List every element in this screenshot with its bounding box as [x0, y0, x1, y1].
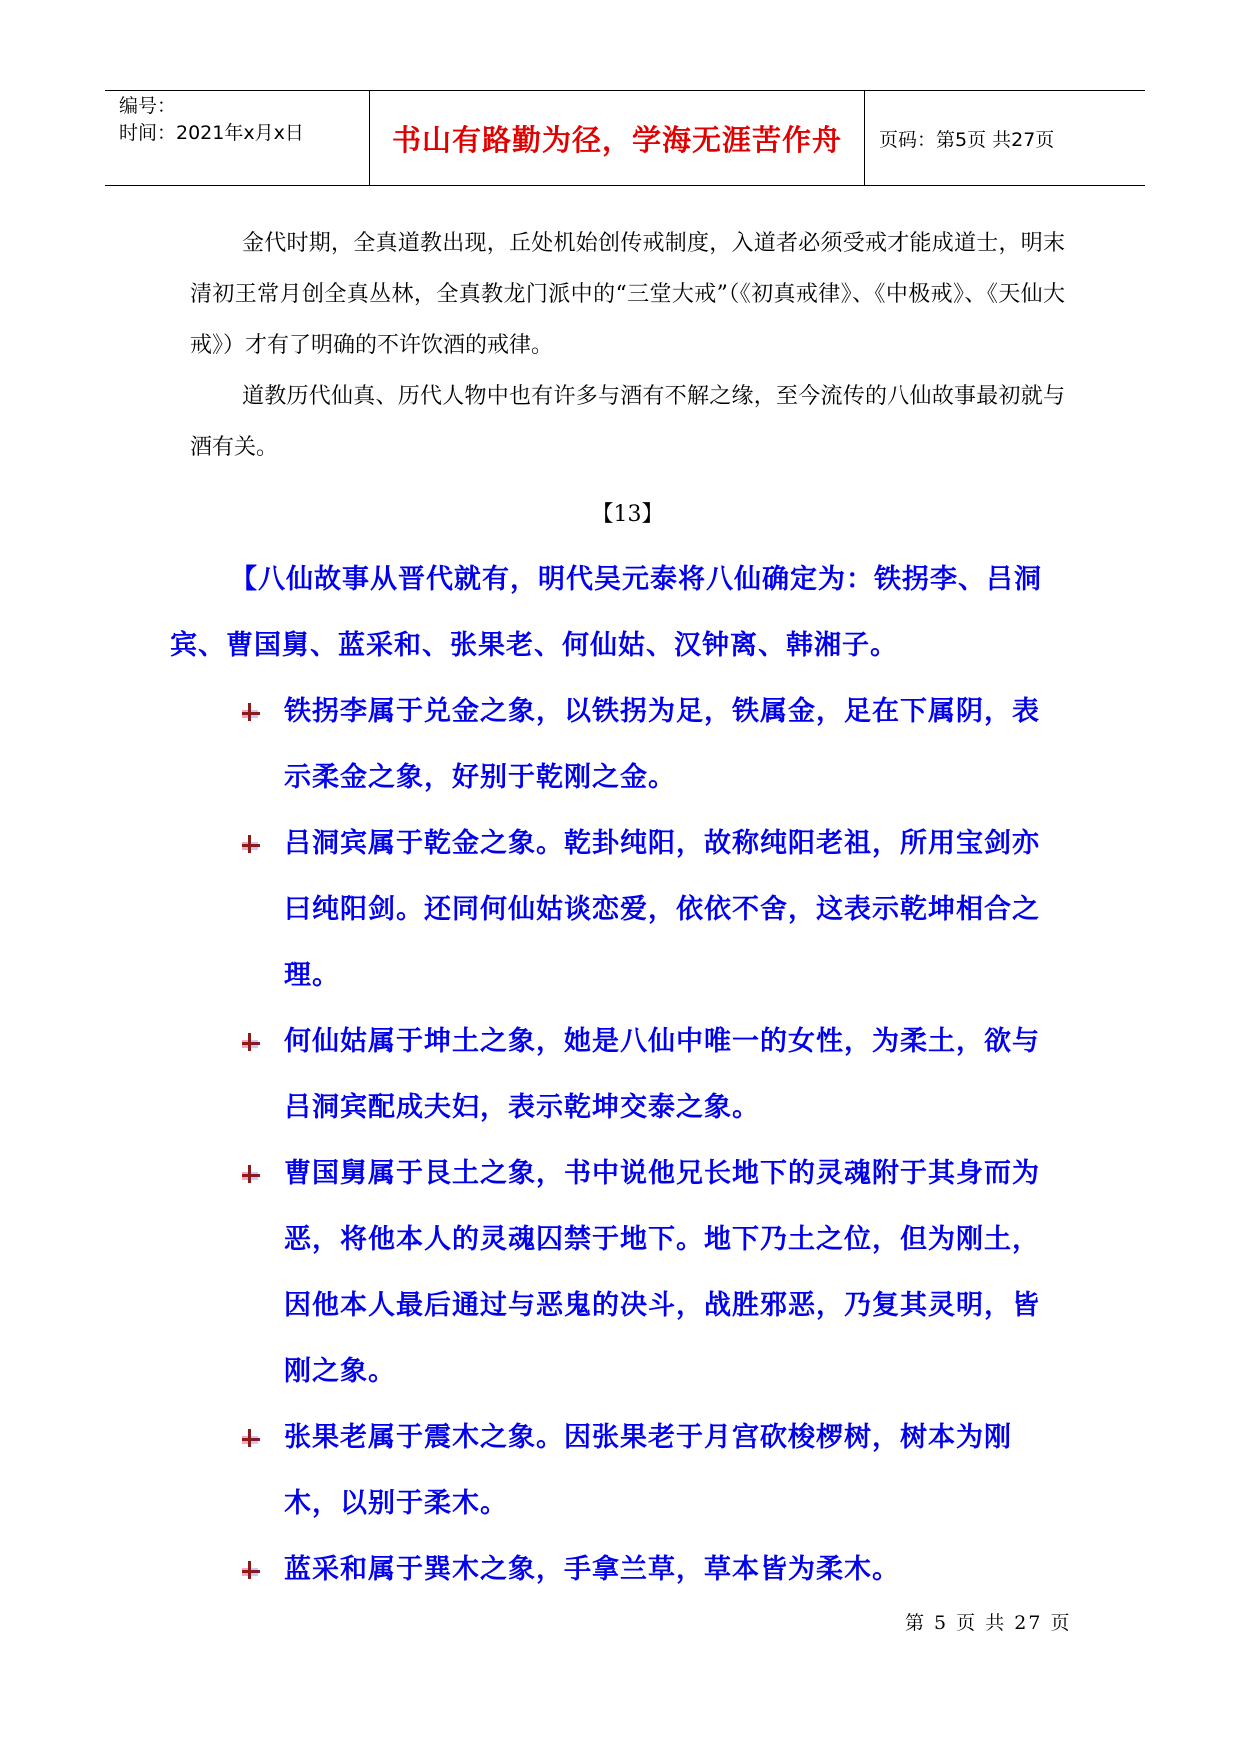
list-item-text: 何仙姑属于坤土之象，她是八仙中唯一的女性，为柔土，欲与吕洞宾配成夫妇，表示乾坤交泰之象。 [284, 1026, 1040, 1123]
list-item-text: 吕洞宾属于乾金之象。乾卦纯阳，故称纯阳老祖，所用宝剑亦曰纯阳剑。还同何仙姑谈恋爱，依依不舍，这表示乾坤相合之理。 [284, 828, 1040, 991]
document-body [170, 218, 1065, 1603]
list-item-text: 蓝采和属于巽木之象，手拿兰草，草本皆为柔木。 [284, 1554, 900, 1585]
cross-square-bullet-icon [240, 701, 262, 723]
list-item [190, 811, 1065, 1009]
page-header [105, 90, 1145, 186]
cross-square-bullet-icon [240, 1031, 262, 1053]
paragraph: 道教历代仙真、历代人物中也有许多与酒有不解之缘，至今流传的八仙故事最初就与酒有关。 [190, 384, 1065, 460]
header-motto: 书山有路勤为径，学海无涯苦作舟 [370, 91, 865, 185]
serial-number-label: 编号： [119, 95, 177, 117]
cross-square-bullet-icon [240, 833, 262, 855]
section-heading: 【13】 [591, 502, 664, 527]
paragraph: 金代时期，全真道教出现，丘处机始创传戒制度，入道者必须受戒才能成道士，明末清初王常月创全真丛林，全真教龙门派中的“三堂大戒”（《初真戒律》、《中极戒》、《天仙大戒》）才有了明确的不许饮酒的戒律。 [190, 231, 1065, 358]
list-item [190, 1537, 1065, 1603]
list-item-text: 张果老属于震木之象。因张果老于月宫砍梭椤树，树本为刚木，以别于柔木。 [284, 1422, 1012, 1519]
header-meta-cell [105, 91, 370, 185]
header-page-info: 页码：第5页 共27页 [879, 128, 1055, 151]
list-item-text: 铁拐李属于兑金之象，以铁拐为足，铁属金，足在下属阴，表示柔金之象，好别于乾刚之金。 [284, 696, 1040, 793]
cross-square-bullet-icon [240, 1427, 262, 1449]
time-label: 时间：2021年x月x日 [119, 122, 304, 144]
list-item-text: 曹国舅属于艮土之象，书中说他兄长地下的灵魂附于其身而为恶，将他本人的灵魂囚禁于地下。地下乃土之位，但为刚土，因他本人最后通过与恶鬼的决斗，战胜邪恶，乃复其灵明，皆刚之象。 [284, 1158, 1040, 1387]
cross-square-bullet-icon [240, 1559, 262, 1581]
intro-paragraph: 【八仙故事从晋代就有，明代吴元泰将八仙确定为：铁拐李、吕洞宾、曹国舅、蓝采和、张果老、何仙姑、汉钟离、韩湘子。 [170, 564, 1042, 661]
list-item [190, 1405, 1065, 1537]
list-item [190, 1141, 1065, 1405]
immortals-list [190, 679, 1065, 1603]
page-footer: 第 5 页 共 27 页 [905, 1612, 1072, 1634]
list-item [190, 1009, 1065, 1141]
list-item [190, 679, 1065, 811]
cross-square-bullet-icon [240, 1163, 262, 1185]
